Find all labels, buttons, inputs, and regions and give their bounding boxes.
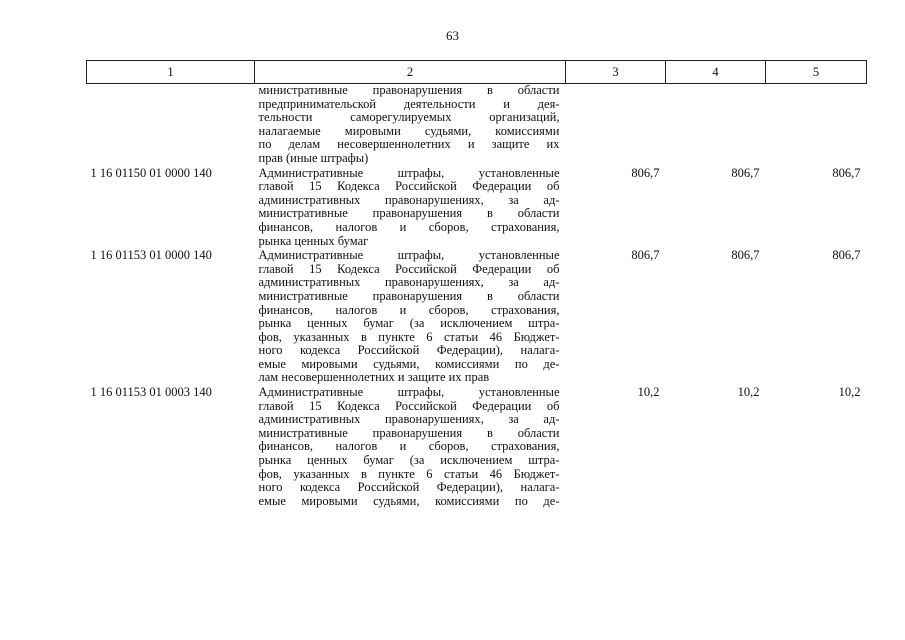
row-value-col3: 806,7	[631, 248, 660, 263]
description-line: Административные штрафы, установленные	[258, 248, 560, 263]
row-code: 1 16 01153 01 0000 140	[90, 248, 212, 263]
description-line: налагаемые мировыми судьями, комиссиями	[258, 123, 560, 138]
table-row-continuation	[87, 84, 867, 167]
row-code	[87, 84, 255, 167]
description-line: министративные правонарушения в области	[258, 425, 560, 440]
column-header-2: 2	[255, 61, 566, 84]
table-row	[87, 249, 867, 386]
description-line: финансов, налогов и сборов, страхования,	[258, 439, 560, 454]
description-line: Административные штрафы, установленные	[258, 165, 560, 180]
description-line: предпринимательской деятельности и дея-	[258, 96, 560, 111]
row-value-col4: 806,7	[731, 248, 760, 263]
row-value-col5	[766, 84, 867, 167]
table-header-row	[87, 61, 867, 84]
description-line: по делам несовершеннолетних и защите их	[258, 137, 560, 152]
description-line: ного кодекса Российской Федерации), налага-	[258, 480, 560, 495]
description-line: финансов, налогов и сборов, страхования,	[258, 219, 560, 234]
row-value-col3: 10,2	[637, 385, 660, 400]
column-header-3: 3	[566, 61, 666, 84]
description-line: административных правонарушениях, за ад-	[258, 275, 560, 290]
description-line: главой 15 Кодекса Российской Федерации об	[258, 398, 560, 413]
description-line: рынка ценных бумаг (за исключением штра-	[258, 453, 560, 468]
row-value-col4	[666, 84, 766, 167]
description-line: лам несовершеннолетних и защите их прав	[258, 370, 490, 385]
row-code: 1 16 01150 01 0000 140	[90, 165, 212, 180]
description-line: Административные штрафы, установленные	[258, 385, 560, 400]
row-description	[255, 249, 566, 386]
table-row	[87, 386, 867, 509]
description-line: министративные правонарушения в области	[258, 288, 560, 303]
table-row	[87, 167, 867, 250]
description-line: прав (иные штрафы)	[258, 150, 369, 165]
page-number: 63	[446, 28, 459, 43]
row-value-col5: 10,2	[838, 385, 861, 400]
row-description	[255, 167, 566, 250]
description-line: тельности саморегулируемых организаций,	[258, 110, 560, 125]
row-value-col4: 806,7	[731, 165, 760, 180]
row-value-col5: 806,7	[832, 165, 861, 180]
description-line: главой 15 Кодекса Российской Федерации об	[258, 179, 560, 194]
description-line: рынка ценных бумаг	[258, 233, 369, 248]
row-description	[255, 386, 566, 509]
row-value-col3: 806,7	[631, 165, 660, 180]
description-line: министративные правонарушения в области	[258, 83, 560, 97]
description-line: емые мировыми судьями, комиссиями по де-	[258, 356, 560, 371]
description-line: министративные правонарушения в области	[258, 206, 560, 221]
description-line: фов, указанных в пункте 6 статьи 46 Бюджет-	[258, 466, 560, 481]
description-line: рынка ценных бумаг (за исключением штра-	[258, 316, 560, 331]
row-value-col4: 10,2	[737, 385, 760, 400]
row-value-col5: 806,7	[832, 248, 861, 263]
description-line: административных правонарушениях, за ад-	[258, 192, 560, 207]
budget-table	[86, 60, 867, 509]
column-header-1: 1	[87, 61, 255, 84]
description-line: административных правонарушениях, за ад-	[258, 412, 560, 427]
description-line: главой 15 Кодекса Российской Федерации об	[258, 261, 560, 276]
description-line: ного кодекса Российской Федерации), налага-	[258, 343, 560, 358]
row-description	[255, 84, 566, 167]
description-line: фов, указанных в пункте 6 статьи 46 Бюджет-	[258, 329, 560, 344]
column-header-4: 4	[666, 61, 766, 84]
column-header-5: 5	[766, 61, 867, 84]
row-code: 1 16 01153 01 0003 140	[90, 385, 212, 400]
description-line: финансов, налогов и сборов, страхования,	[258, 302, 560, 317]
row-value-col3	[566, 84, 666, 167]
description-line: емые мировыми судьями, комиссиями по де-	[258, 493, 560, 508]
